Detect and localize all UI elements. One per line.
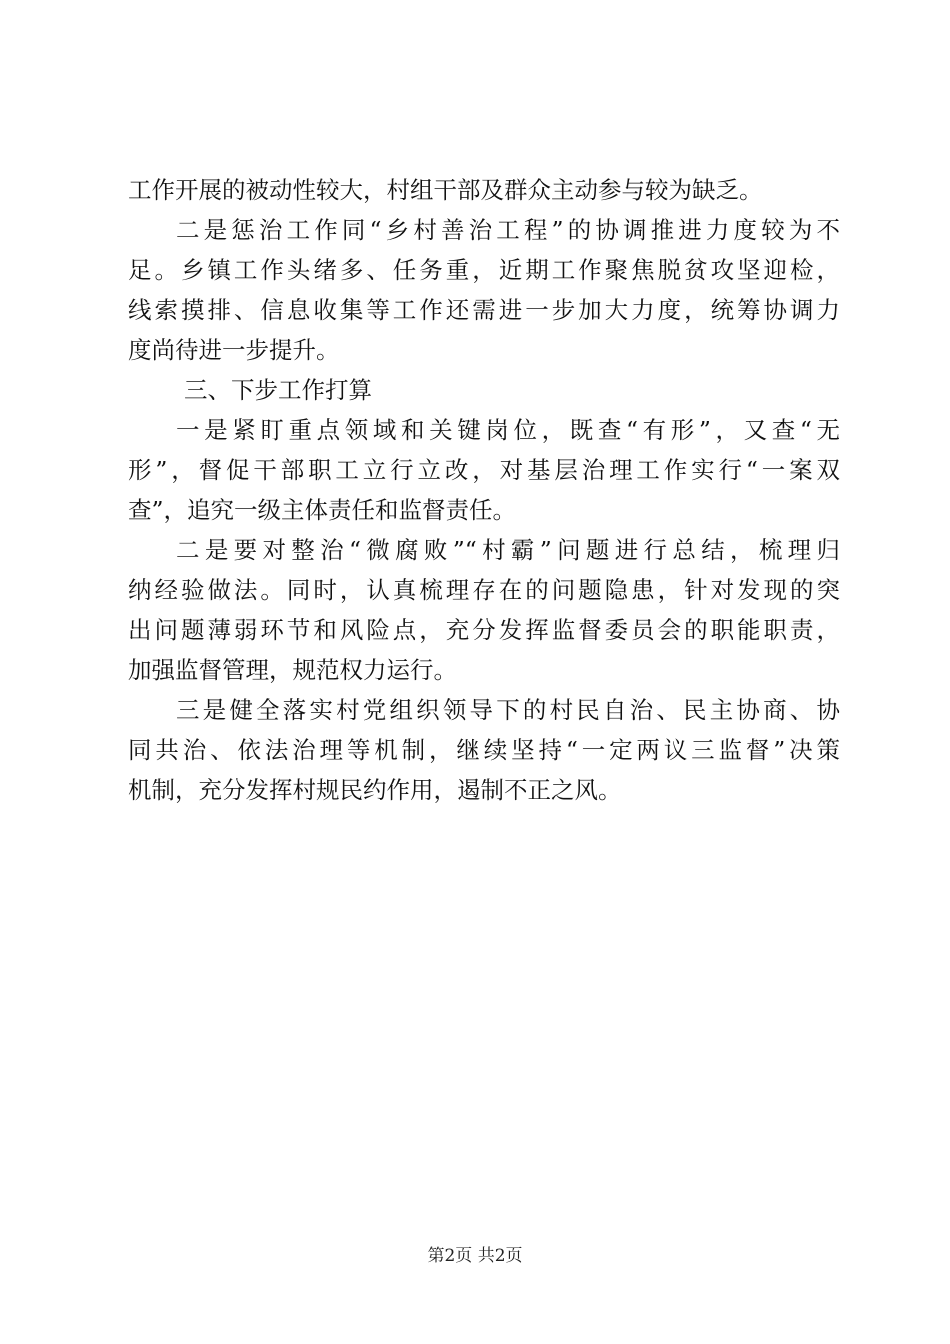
page-number-footer: 第2页 共2页 bbox=[427, 1246, 523, 1266]
paragraph-line: 足。乡镇工作头绪多、任务重，近期工作聚焦脱贫攻坚迎检， bbox=[128, 256, 840, 284]
paragraph-line: 查”，追究一级主体责任和监督责任。 bbox=[128, 496, 517, 524]
paragraph-line: 一是紧盯重点领域和关键岗位，既查“有形”，又查“无 bbox=[176, 416, 840, 444]
paragraph-line: 三是健全落实村党组织领导下的村民自治、民主协商、协 bbox=[176, 696, 840, 724]
paragraph-line: 纳经验做法。同时，认真梳理存在的问题隐患，针对发现的突 bbox=[128, 576, 840, 604]
paragraph-line: 形”，督促干部职工立行立改，对基层治理工作实行“一案双 bbox=[128, 456, 840, 484]
paragraph-line: 同共治、依法治理等机制，继续坚持“一定两议三监督”决策 bbox=[128, 736, 840, 764]
paragraph-line: 出问题薄弱环节和风险点，充分发挥监督委员会的职能职责， bbox=[128, 616, 840, 644]
paragraph-line: 工作开展的被动性较大，村组干部及群众主动参与较为缺乏。 bbox=[128, 176, 763, 204]
paragraph-line: 加强监督管理，规范权力运行。 bbox=[128, 656, 457, 684]
document-body bbox=[128, 170, 840, 810]
paragraph-line: 二是要对整治“微腐败”“村霸”问题进行总结，梳理归 bbox=[176, 536, 840, 564]
paragraph-line: 线索摸排、信息收集等工作还需进一步加大力度，统筹协调力 bbox=[128, 296, 840, 324]
paragraph-line: 机制，充分发挥村规民约作用，遏制不正之风。 bbox=[128, 776, 622, 804]
paragraph-line: 度尚待进一步提升。 bbox=[128, 336, 340, 364]
paragraph-line: 二是惩治工作同“乡村善治工程”的协调推进力度较为不 bbox=[176, 216, 840, 244]
section-heading: 三、下步工作打算 bbox=[184, 376, 372, 404]
